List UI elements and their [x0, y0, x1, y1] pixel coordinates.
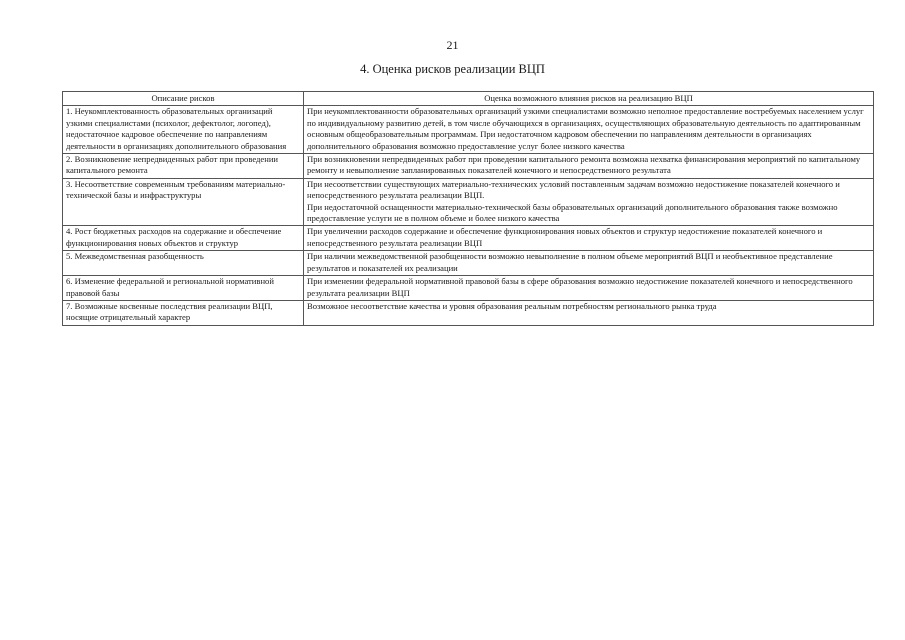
impact-assessment-cell [304, 106, 874, 154]
risk-description-cell: 6. Изменение федеральной и региональной нормативной правовой базы [63, 276, 304, 301]
table-row [63, 178, 874, 226]
impact-text: При увеличении расходов содержание и обеспечение функционирования новых объектов и структур недостижение показателей конечного и непосредственного результата реализации ВЦП [307, 226, 823, 248]
impact-text: При неукомплектованности образовательных организаций узкими специалистами возможно неполное предоставление востребуемых населением услуг по индивидуальному развитию детей, в том числе обучающихся в организациях, осуществляющих образовательную деятельность по адаптированным основным общеобразовательным программам. При недостаточном кадровом обеспечении по направлениям деятельности в организациях дополнительного образования возможно предоставление услуг более низкого качества [307, 106, 864, 151]
impact-text: При недостаточной оснащенности материально-технической базы образовательных организаций дополнительного образования также возможно предоставление услуги не в полном объеме и более низкого качества [307, 201, 838, 224]
risk-description-cell: 2. Возникновение непредвиденных работ при проведении капитального ремонта [63, 154, 304, 179]
table-row [63, 251, 874, 276]
impact-text: При изменении федеральной нормативной правовой базы в сфере образования возможно недостижение показателей конечного и непосредственного результата реализации ВЦП [307, 276, 853, 298]
table-row [63, 106, 874, 154]
risk-description-cell: 5. Межведомственная разобщенность [63, 251, 304, 276]
risk-description-cell: 3. Несоответствие современным требованиям материально-технической базы и инфраструктуры [63, 178, 304, 226]
impact-text: При возникновении непредвиденных работ при проведении капитального ремонта возможна нехватка финансирования мероприятий по капитальному ремонту и невыполнение запланированных показателей конечного и непосредственного результата [307, 154, 861, 176]
impact-assessment-cell [304, 251, 874, 276]
table-row [63, 154, 874, 179]
impact-text: При несоответствии существующих материально-технических условий поставленным задачам возможно недостижение показателей конечного и непосредственного результата реализации ВЦП. [307, 178, 840, 201]
risk-description-cell: 7. Возможные косвенные последствия реализации ВЦП, носящие отрицательный характер [63, 300, 304, 325]
section-title: 4. Оценка рисков реализации ВЦП [360, 62, 545, 76]
table-row [63, 226, 874, 251]
risk-assessment-table [62, 91, 874, 326]
page-number: 21 [446, 38, 459, 52]
impact-text: При наличии межведомственной разобщенности возможно невыполнение в полном объеме мероприятий ВЦП и необъективное представление результатов и показателей их реализации [307, 251, 833, 273]
table-row [63, 300, 874, 325]
impact-text: Возможное несоответствие качества и уровня образования реальным потребностям регионального рынка труда [307, 300, 717, 311]
impact-assessment-cell [304, 300, 874, 325]
impact-assessment-cell [304, 154, 874, 179]
table-header-row [63, 92, 874, 106]
risk-description-cell: 1. Неукомплектованность образовательных организаций узкими специалистами (психолог, дефектолог, логопед), недостаточное кадровое обеспечение по направлениям деятельности в организациях дополнительного образования [63, 106, 304, 154]
table-row [63, 276, 874, 301]
impact-assessment-cell [304, 226, 874, 251]
risk-description-cell: 4. Рост бюджетных расходов на содержание и обеспечение функционирования новых объектов и структур [63, 226, 304, 251]
impact-assessment-cell [304, 276, 874, 301]
column-header-impact-assessment: Оценка возможного влияния рисков на реализацию ВЦП [304, 92, 874, 106]
column-header-risk-description: Описание рисков [63, 92, 304, 106]
impact-assessment-cell [304, 178, 874, 226]
